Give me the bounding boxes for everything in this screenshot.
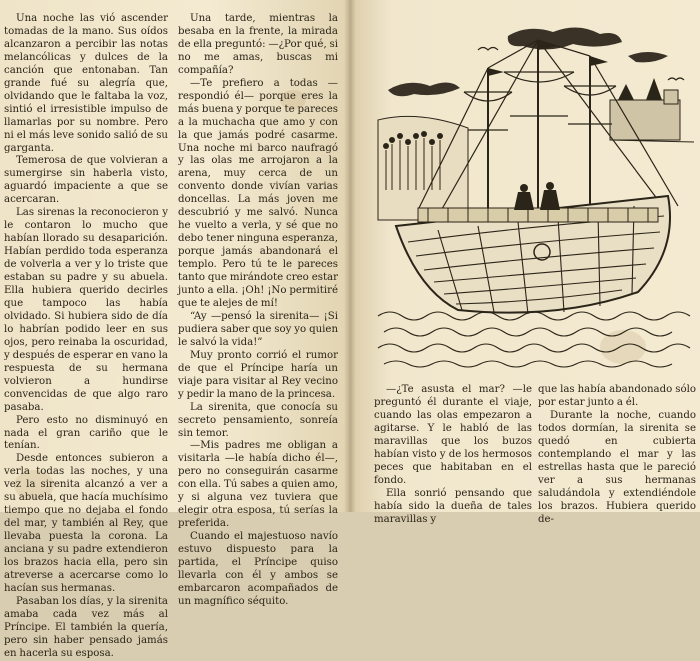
cloud — [508, 27, 622, 49]
paragraph: Ella sonrió pensando que había sido la dueña de tales maravillas y — [374, 487, 532, 525]
ship-hull — [396, 196, 670, 314]
bird — [478, 48, 498, 51]
paragraph: Desde entonces subieron a verla todas las noches, y una vez la sirenita alcanzó a ver a su abuela, que hacía muchísimo tiempo que no dejaba el fondo del mar, y también al Rey, que llevaba puesta la corona. La anciana y su padre extendieron los brazos hacia ella, pero sin atreverse a acercarse como lo hacían sus hermanas. — [4, 453, 168, 594]
paragraph: La sirenita, que conocía su secreto pensamiento, sonreía sin temor. — [178, 401, 338, 439]
paragraph: —Te prefiero a todas —respondió él— porque eres la más buena y porque te pareces a la muchacha que amo y con la que jamás podré casarme. Una noche mi barco naufragó y las olas me arrojaron a la arena, muy cerca de un convento donde vivían varias doncellas. La más joven me descubrió y me salvó. Nunca he vuelto a verla, y sé que no debo tener ninguna esperanza, porque jamás abandonará el templo. Pero tú te le pareces tanto que mirándote creo estar junto a ella. ¡Oh! ¡No permitiré que te alejes de mí! — [178, 77, 338, 309]
left-page-column-1 — [4, 13, 168, 661]
ship-illustration — [378, 20, 694, 376]
paragraph: Una noche las vió ascender tomadas de la mano. Sus oídos alcanzaron a percibir las notas melancólicas y dulces de la canción que entonaban. Tan grande fué su alegría que, olvidando que le faltaba la voz, sintió el irresistible impulso de llamarlas por su nombre. Pero ni el más leve sonido salió de su garganta. — [4, 13, 168, 154]
paragraph: Las sirenas la reconocieron y le contaron lo mucho que habían llorado su desaparición. Habían perdido toda esperanza de volverla a ver y lo triste que estaban su padre y su abuela. Ella hubiera querido decirles que tampoco las había olvidado. Si hubiera sido de día lo habrían podido leer en sus ojos, pero reinaba la oscuridad, y después de esperar en vano la respuesta de su hermana volvieron a hundirse convencidas de que algo raro pasaba. — [4, 207, 168, 413]
paragraph: Muy pronto corrió el rumor de que el Príncipe haría un viaje para visitar al Rey vecino y pedir la mano de la princesa. — [178, 349, 338, 400]
pennant — [488, 68, 504, 76]
town — [610, 78, 694, 142]
pennant — [590, 56, 608, 66]
paragraph: Pero esto no disminuyó en nada el gran cariño que le tenían. — [4, 414, 168, 452]
bird — [668, 78, 684, 80]
left-page-column-2 — [178, 13, 338, 609]
book-gutter — [344, 0, 356, 512]
paragraph: que las había abandonado sólo por estar junto a él. — [538, 384, 696, 408]
paragraph: Durante la noche, cuando todos dormían, la sirenita se quedó en cubierta contemplando el mar y las estrellas hasta que le pareció ver a sus hermanas saludándola y extendiéndole los brazos. Hubiera querido de- — [538, 409, 696, 525]
cloud — [388, 82, 460, 96]
paragraph: Una tarde, mientras la besaba en la frente, la mirada de ella preguntó: —¿Por qué, si no me amas, buscas mi compañía? — [178, 13, 339, 76]
shore-crowd — [378, 116, 468, 220]
sea-waves — [378, 312, 690, 367]
right-page-column-2 — [538, 384, 696, 526]
right-page-column-1 — [374, 384, 532, 526]
paragraph: Pasaban los días, y la sirenita amaba cada vez más al Príncipe. El también la quería, pero sin haber pensado jamás en hacerla su esposa. — [4, 595, 168, 659]
paragraph: —¿Te asusta el mar? —le preguntó él durante el viaje, cuando las olas empezaron a agitarse. Y le habló de las maravillas que los buzos habían visto y de los hermosos peces que habitaban en el fondo. — [374, 384, 532, 486]
cloud — [628, 52, 668, 62]
paragraph: “Ay —pensó la sirenita— ¡Si pudiera saber que soy yo quien le salvó la vida!” — [178, 310, 338, 348]
paragraph: —Mis padres me obligan a visitarla —le había dicho él—, pero no conseguirán casarme con ella. Tú sabes a quien amo, y si alguna vez tuviera que elegir otra esposa, tú serías la preferida. — [178, 440, 338, 530]
ship-masts — [488, 40, 590, 230]
paragraph: Temerosa de que volvieran a sumergirse sin haberla visto, aguardó impaciente a que se acercaran. — [4, 155, 168, 206]
paragraph: Cuando el majestuoso navío estuvo dispuesto para la partida, el Príncipe quiso llevarla con él y ambos se embarcaron acompañados de un magnífico séquito. — [178, 531, 338, 607]
